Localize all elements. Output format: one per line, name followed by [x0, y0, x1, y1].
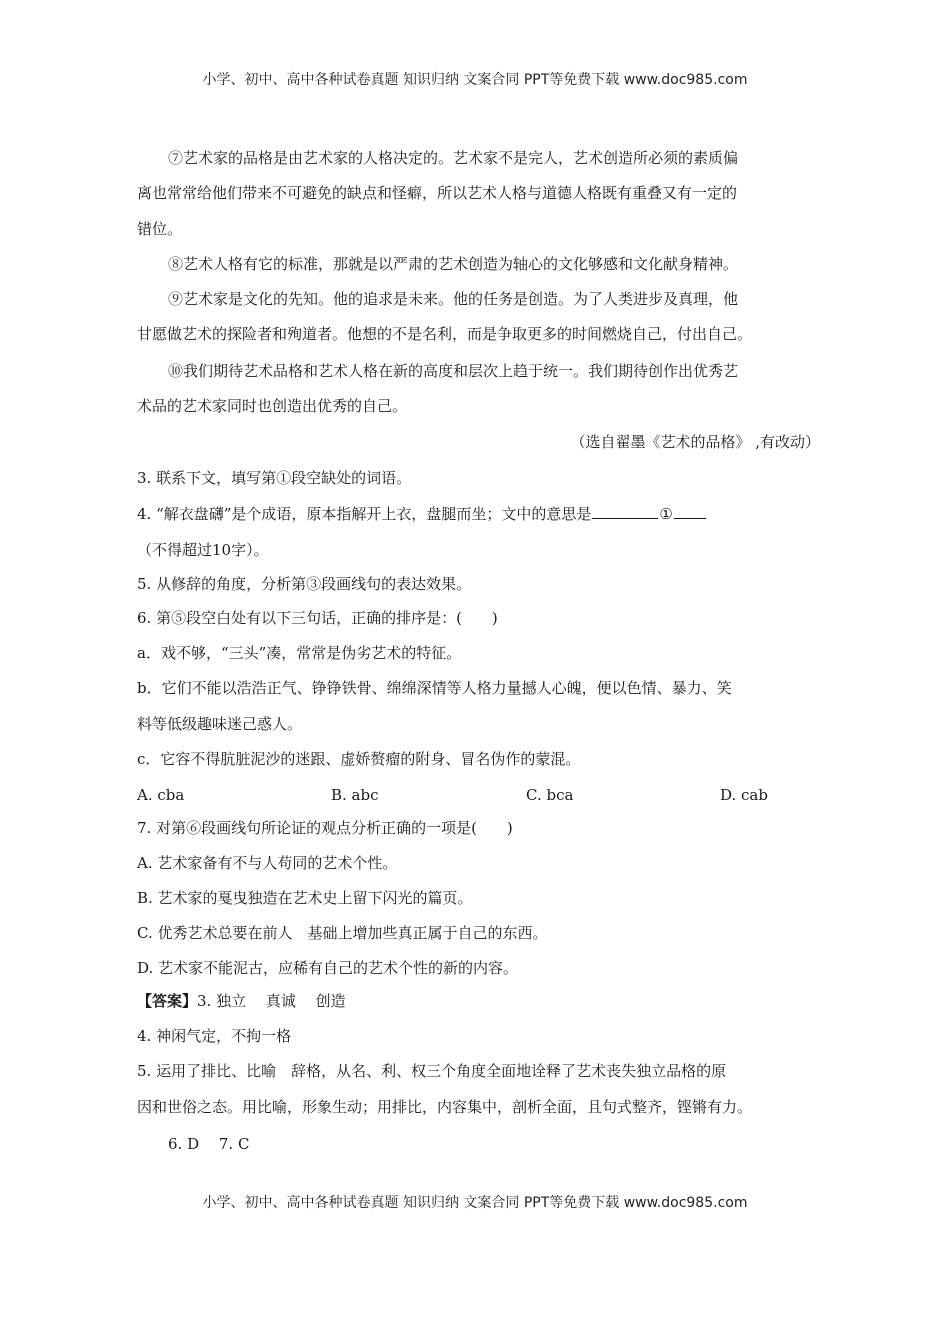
question-6-options [137, 785, 817, 805]
answer-4: 4. 神闲气定，不拘一格 [137, 1027, 292, 1045]
question-5: 5. 从修辞的角度，分析第③段画线句的表达效果。 [137, 575, 472, 593]
answer-blank [592, 502, 658, 519]
passage-p7-line1: ⑦艺术家的品格是由艺术家的人格决定的。艺术家不是完人，艺术创造所必须的素质偏 [168, 149, 739, 167]
passage-p10-line2: 术品的艺术家同时也创造出优秀的自己。 [137, 397, 408, 415]
passage-p8: ⑧艺术人格有它的标准，那就是以严肃的艺术创造为轴心的文化够感和文化献身精神。 [168, 255, 739, 273]
question-7-option-a: A. 艺术家备有不与人苟同的艺术个性。 [137, 854, 398, 872]
passage-source: （选自翟墨《艺术的品格》 ,有改动） [570, 433, 820, 451]
question-7: 7. 对第⑥段画线句所论证的观点分析正确的一项是( ) [137, 819, 513, 837]
answer-blank [674, 502, 706, 519]
question-6-sentence-b-line2: 料等低级趣味迷己惑人。 [137, 715, 303, 733]
question-4 [137, 502, 817, 524]
option-d: D. cab [720, 786, 768, 804]
answer-5-line2: 因和世俗之态。用比喻，形象生动；用排比，内容集中，剖析全面，且句式整齐，铿锵有力。 [137, 1098, 753, 1116]
question-7-option-d: D. 艺术家不能泥古，应稀有自己的艺术个性的新的内容。 [137, 959, 519, 977]
page-header: 小学、初中、高中各种试卷真题 知识归纳 文案合同 PPT等免费下载 www.doc985.com [202, 72, 748, 88]
question-6-sentence-b-line1: b．它们不能以浩浩正气、铮铮铁骨、绵绵深情等人格力量撼人心魄，便以色情、暴力、笑 [137, 679, 732, 697]
answer-6-7: 6. D 7. C [168, 1135, 250, 1153]
option-b: B. abc [331, 786, 379, 804]
question-4-text: 4. “解衣盘礴”是个成语，原本指解开上衣，盘腿而坐；文中的意思是 [137, 505, 592, 523]
question-7-option-b: B. 艺术家的戛曳独造在艺术史上留下闪光的篇页。 [137, 889, 473, 907]
passage-p9-line1: ⑨艺术家是文化的先知。他的追求是未来。他的任务是创造。为了人类进步及真理，他 [168, 290, 739, 308]
answer-5-line1: 5. 运用了排比、比喻 辞格，从名、利、权三个角度全面地诠释了艺术丧失独立品格的原 [137, 1062, 727, 1080]
passage-p7-line3: 错位。 [137, 220, 183, 238]
passage-p10-line1: ⑩我们期待艺术品格和艺术人格在新的高度和层次上趋于统一。我们期待创作出优秀艺 [168, 362, 739, 380]
question-6-sentence-a: a．戏不够，“三头”凑，常常是伪劣艺术的特征。 [137, 644, 462, 662]
question-4-mark: ① [659, 505, 673, 523]
answer-tag: 【答案】 [137, 992, 198, 1010]
passage-p7-line2: 离也常常给他们带来不可避免的缺点和怪癖，所以艺术人格与道德人格既有重叠又有一定的 [137, 184, 738, 202]
passage-p9-line2: 甘愿做艺术的探险者和殉道者。他想的不是名利，而是争取更多的时间燃烧自己，付出自己。 [137, 325, 753, 343]
question-4-note: （不得超过10字）。 [137, 541, 269, 559]
page-footer: 小学、初中、高中各种试卷真题 知识归纳 文案合同 PPT等免费下载 www.doc985.com [202, 1195, 748, 1211]
question-6: 6. 第⑤段空白处有以下三句话，正确的排序是：( ) [137, 609, 498, 627]
answer-3-text: 3. 独立 真诚 创造 [197, 992, 346, 1010]
option-a: A. cba [137, 786, 185, 804]
answer-3 [137, 991, 817, 1011]
question-3: 3. 联系下文，填写第①段空缺处的词语。 [137, 469, 412, 487]
question-6-sentence-c: c．它容不得肮脏泥沙的迷跟、虚娇赘瘤的附身、冒名伪作的蒙混。 [137, 750, 581, 768]
question-7-option-c: C. 优秀艺术总要在前人 基础上增加些真正属于自己的东西。 [137, 924, 548, 942]
option-c: C. bca [526, 786, 574, 804]
